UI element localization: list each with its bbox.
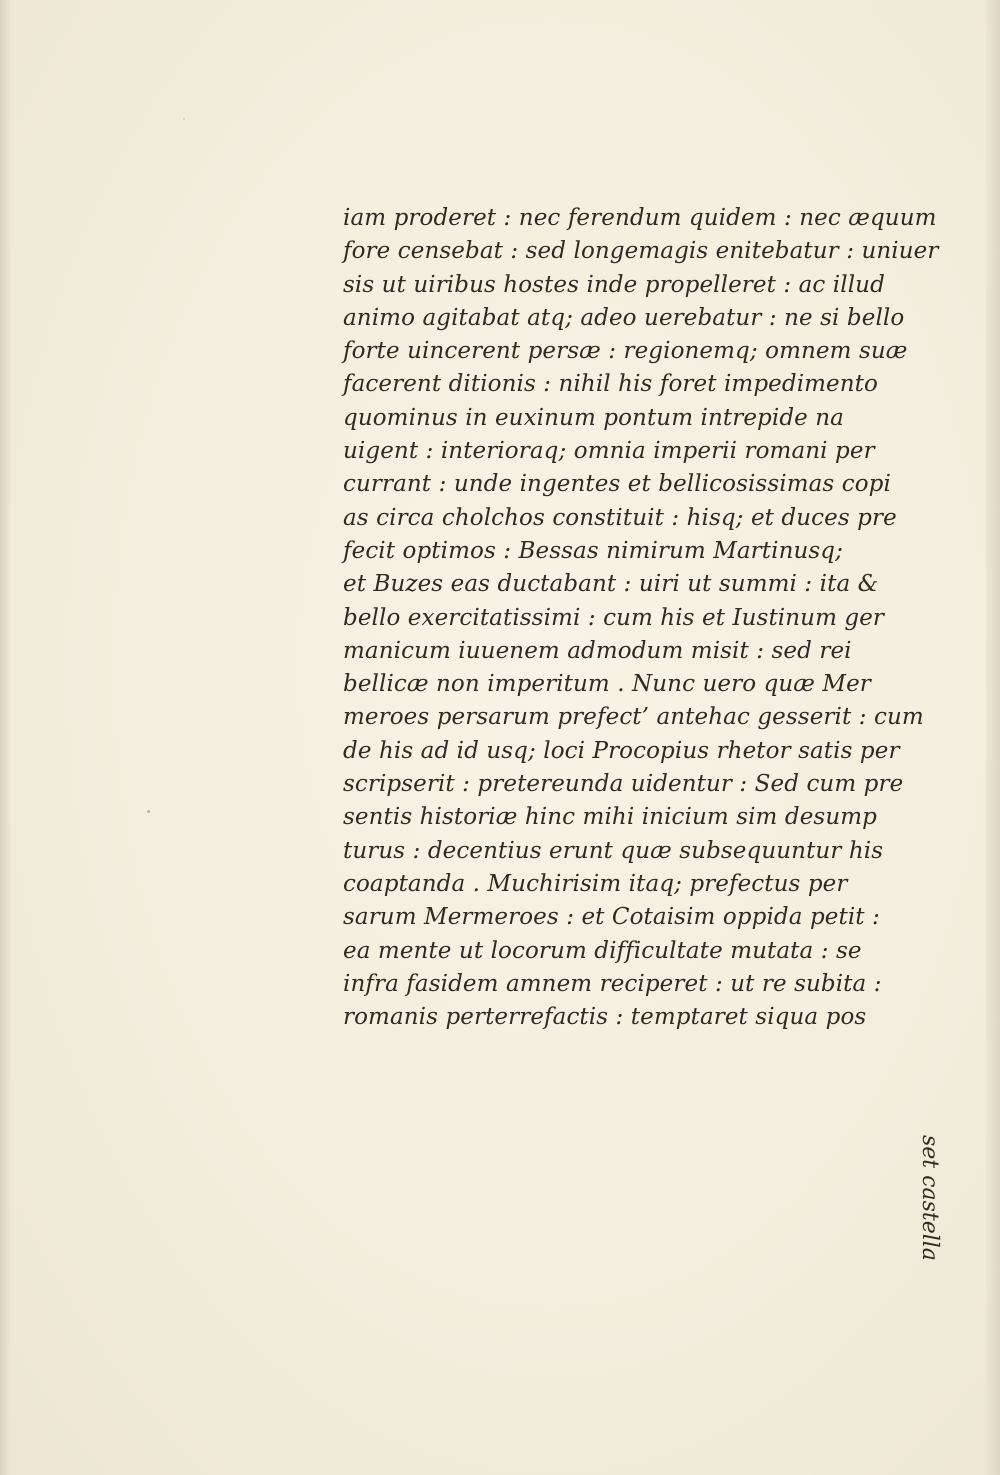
text-line: as circa cholchos constituit : hisq; et duces pre [343,504,897,531]
text-line: iam proderet : nec ferendum quidem : nec æquum [343,205,937,231]
text-line: infra fasidem amnem reciperet : ut re subita : [343,970,882,997]
text-line: bellicæ non imperitum . Nunc uero quæ Mer [343,671,871,698]
ink-speck [183,118,185,120]
text-line: bello exercitatissimi : cum his et Iustinum ger [343,604,885,631]
text-line: sentis historiæ hinc mihi inicium sim desump [343,804,877,831]
text-line: uigent : interioraq; omnia imperii romani per [343,438,875,465]
text-line: sarum Mermeroes : et Cotaisim oppida petit : [343,904,880,931]
text-line: coaptanda . Muchirisim itaq; prefectus per [343,870,848,897]
text-line: animo agitabat atq; adeo uerebatur : ne si bello [343,304,905,331]
text-line: de his ad id usq; loci Procopius rhetor satis per [343,737,900,764]
catchword: set castella [917,1135,942,1261]
ink-speck [147,810,150,813]
text-line: forte uincerent persæ : regionemq; omnem suæ [343,338,908,365]
text-line: turus : decentius erunt quæ subsequuntur his [343,837,884,864]
text-line: scripserit : pretereunda uidentur : Sed cum pre [343,771,904,798]
text-line: manicum iuuenem admodum misit : sed rei [343,637,852,664]
text-line: ea mente ut locorum difficultate mutata : se [343,937,862,964]
text-line: quominus in euxinum pontum intrepide na [343,404,844,431]
text-line: meroes persarum prefect’ antehac gesserit : cum [343,704,924,731]
text-line: sis ut uiribus hostes inde propelleret : ac illud [343,271,885,298]
text-line: fore censebat : sed longemagis enitebatur : uniuer [343,238,939,265]
page-left-edge [0,0,10,1475]
text-line: romanis perterrefactis : temptaret siqua pos [343,1004,867,1031]
text-line: currant : unde ingentes et bellicosissimas copi [343,471,891,498]
manuscript-text [343,202,943,1034]
text-line: fecit optimos : Bessas nimirum Martinusq; [343,537,843,564]
text-line: et Buzes eas ductabant : uiri ut summi : ita & [343,571,879,598]
page-right-edge [986,0,1000,1475]
text-line: facerent ditionis : nihil his foret impedimento [343,371,878,398]
